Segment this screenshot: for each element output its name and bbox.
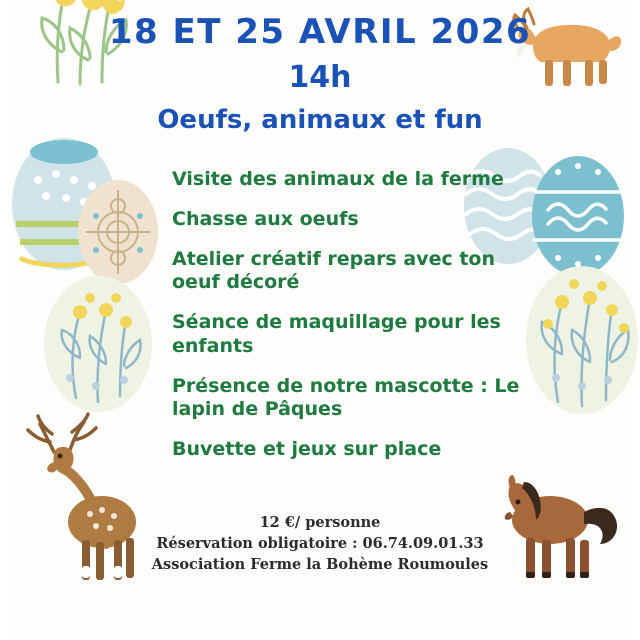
floral-egg-right-icon	[512, 262, 640, 422]
list-item: Séance de maquillage pour les enfants	[172, 311, 501, 357]
event-dates: 18 ET 25 AVRIL 2026	[108, 12, 532, 52]
event-time: 14h	[288, 60, 352, 96]
price-text: 12 €/ personne	[259, 514, 381, 531]
list-item: Chasse aux oeufs	[172, 207, 359, 230]
decorated-eggs-left-icon	[8, 128, 168, 288]
floral-egg-left-icon	[28, 272, 168, 417]
list-item: Buvette et jeux sur place	[172, 438, 442, 460]
poster-heading	[0, 14, 640, 135]
activities-list	[172, 168, 520, 478]
association-text: Association Ferme la Bohème Roumoules	[151, 556, 489, 574]
list-item: Visite des animaux de la ferme	[172, 168, 504, 190]
poster-footer	[0, 512, 640, 575]
reservation-text: Réservation obligatoire : 06.74.09.01.33	[156, 535, 484, 553]
list-item: Atelier créatif repars avec ton oeuf décoré	[172, 247, 495, 294]
list-item: Présence de notre mascotte : Le lapin de Pâques	[172, 374, 520, 421]
event-subtitle: Oeufs, animaux et fun	[157, 105, 483, 136]
